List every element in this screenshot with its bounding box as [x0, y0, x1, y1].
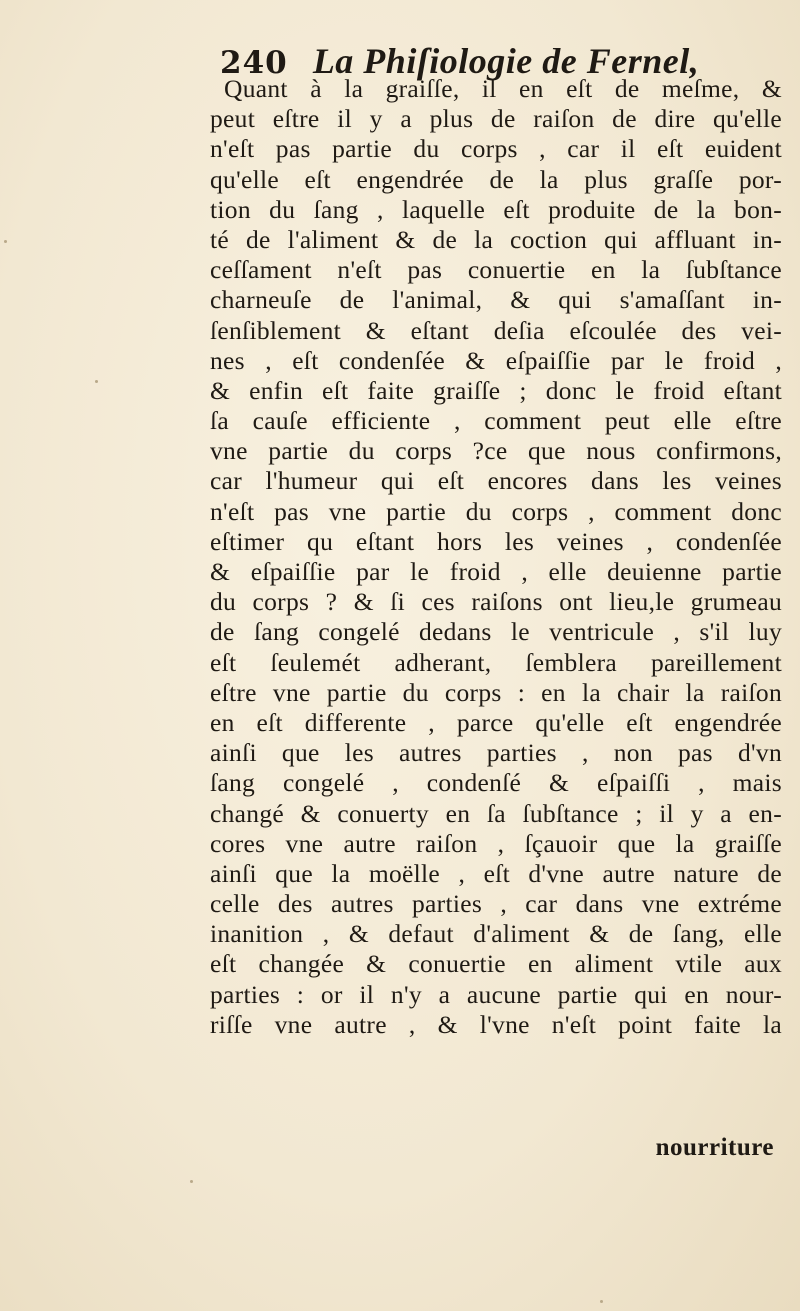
- text-line: ainſi que la moëlle , eſt d'vne autre nature de: [210, 858, 782, 888]
- text-line: peut eſtre il y a plus de raiſon de dire qu'elle: [210, 104, 782, 134]
- paper-speck: [190, 1180, 193, 1183]
- text-line: ſang congelé , condenſé & eſpaiſſi , mais: [210, 768, 782, 798]
- text-line: eſtre vne partie du corps : en la chair la raiſon: [210, 677, 782, 707]
- text-line: riſſe vne autre , & l'vne n'eſt point faite la: [210, 1009, 782, 1039]
- text-line: Quant à la graiſſe, il en eſt de meſme, &: [224, 74, 782, 103]
- running-title: La Phiſiologie de Fernel,: [312, 41, 700, 81]
- text-line: cores vne autre raiſon , ſçauoir que la graiſſe: [210, 828, 782, 858]
- text-line: celle des autres parties , car dans vne extréme: [210, 889, 782, 919]
- text-line: ſa cauſe efficiente , comment peut elle eſtre: [210, 406, 782, 436]
- text-line: ainſi que les autres parties , non pas d'vn: [210, 738, 782, 768]
- text-line: parties : or il n'y a aucune partie qui en nour-: [210, 979, 782, 1009]
- text-line: n'eſt pas vne partie du corps , comment donc: [210, 496, 782, 526]
- text-line: ceſſament n'eſt pas conuertie en la ſubſtance: [210, 255, 782, 285]
- text-line: vne partie du corps ?ce que nous confirmons,: [210, 436, 782, 466]
- text-line: n'eſt pas partie du corps , car il eſt euident: [210, 134, 782, 164]
- text-line: du corps ? & ſi ces raiſons ont lieu,le grumeau: [210, 587, 782, 617]
- text-line: eſt ſeulemét adherant, ſemblera pareillement: [210, 647, 782, 677]
- text-line: & enfin eſt faite graiſſe ; donc le froid eſtant: [210, 375, 782, 405]
- text-line: eſt changée & conuertie en aliment vtile aux: [210, 949, 782, 979]
- paper-speck: [95, 380, 98, 383]
- catchword: nourriture: [655, 1134, 774, 1161]
- text-line: nes , eſt condenſée & eſpaiſſie par le froid ,: [210, 345, 782, 375]
- page-number: 240: [220, 45, 288, 81]
- text-line: de ſang congelé dedans le ventricule , s'il luy: [210, 617, 782, 647]
- paper-speck: [600, 1300, 603, 1303]
- text-line: té de l'aliment & de la coction qui affluant in-: [210, 224, 782, 254]
- text-line: tion du ſang , laquelle eſt produite de la bon-: [210, 194, 782, 224]
- text-line: en eſt differente , parce qu'elle eſt engendrée: [210, 707, 782, 737]
- paper-speck: [4, 240, 7, 243]
- text-line: inanition , & defaut d'aliment & de ſang, elle: [210, 919, 782, 949]
- body-text: [210, 74, 782, 1040]
- text-line: ſenſiblement & eſtant deſia eſcoulée des vei-: [210, 315, 782, 345]
- text-line: qu'elle eſt engendrée de la plus graſſe por-: [210, 164, 782, 194]
- text-line: car l'humeur qui eſt encores dans les veines: [210, 466, 782, 496]
- text-line: & eſpaiſſie par le froid , elle deuienne partie: [210, 557, 782, 586]
- text-line: changé & conuerty en ſa ſubſtance ; il y a en-: [210, 798, 782, 828]
- text-line: eſtimer qu eſtant hors les veines , condenſée: [210, 526, 782, 556]
- text-line: charneuſe de l'animal, & qui s'amaſſant in-: [210, 285, 782, 315]
